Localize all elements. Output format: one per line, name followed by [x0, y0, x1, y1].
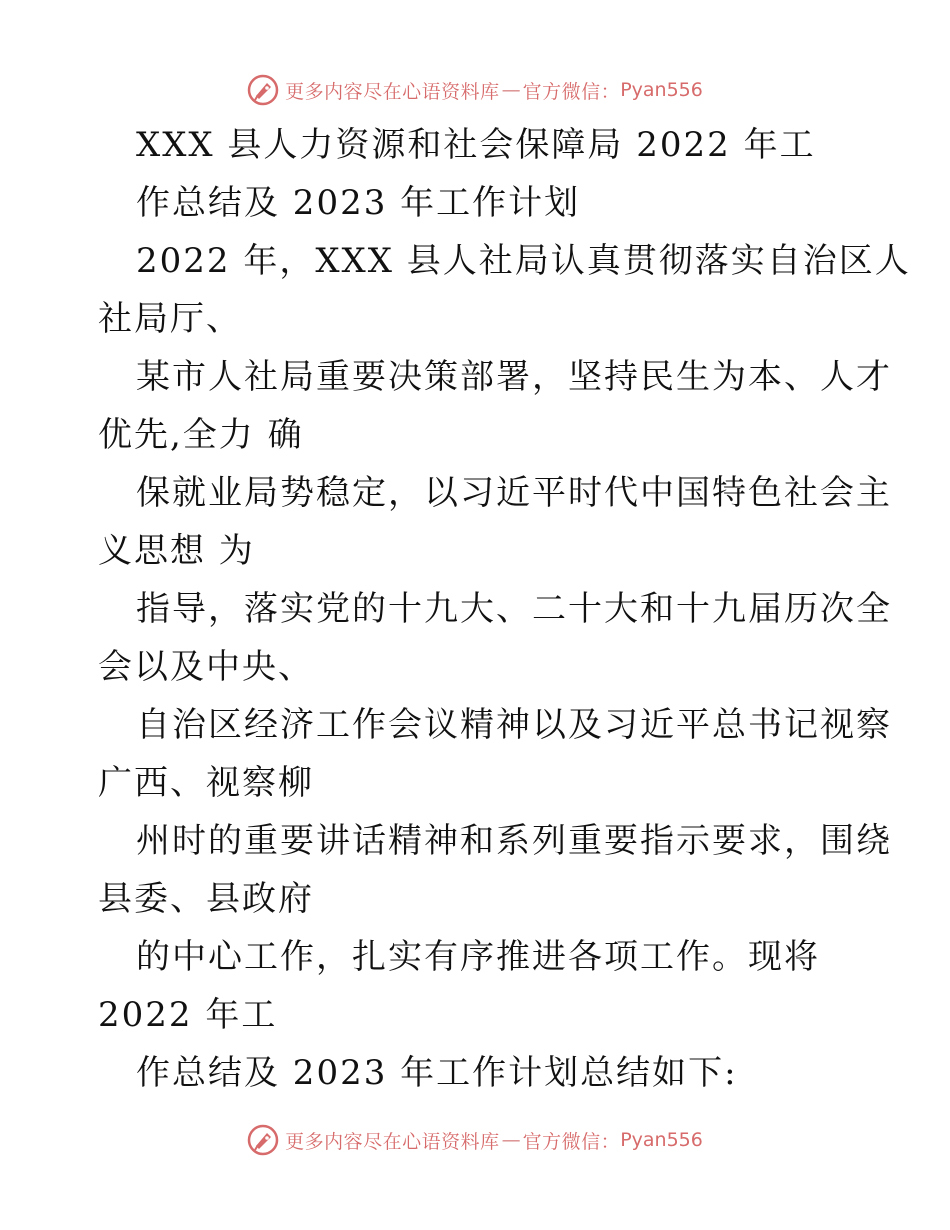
doc-paragraph-line: 作总结及 2023 年工作计划总结如下:	[136, 1053, 738, 1093]
doc-paragraph-line: 社局厅、	[98, 299, 242, 339]
header-watermark	[0, 72, 950, 108]
doc-title-line-1: XXX 县人力资源和社会保障局 2022 年工	[136, 125, 816, 165]
doc-paragraph-line: 州时的重要讲话精神和系列重要指示要求，围绕	[136, 821, 892, 861]
doc-title-line-2: 作总结及 2023 年工作计划	[136, 183, 581, 223]
doc-paragraph-line: 会以及中央、	[98, 647, 314, 687]
doc-paragraph-line: 指导，落实党的十九大、二十大和十九届历次全	[136, 589, 892, 629]
doc-paragraph-line: 县委、县政府	[98, 879, 314, 919]
watermark-text: 更多内容尽在心语资料库	[285, 80, 500, 103]
doc-paragraph-line: 义思想 为	[98, 531, 255, 571]
doc-paragraph-line: 自治区经济工作会议精神以及习近平总书记视察	[136, 705, 892, 745]
doc-paragraph-line: 广西、视察柳	[98, 763, 314, 803]
doc-paragraph-line: 的中心工作，扎实有序推进各项工作。现将	[136, 937, 820, 977]
watermark-dash: —	[501, 79, 521, 101]
doc-paragraph-line: 保就业局势稳定，以习近平时代中国特色社会主	[136, 473, 892, 513]
doc-paragraph-line: 某市人社局重要决策部署，坚持民生为本、人才	[136, 357, 892, 397]
watermark-text: 更多内容尽在心语资料库	[285, 1130, 500, 1153]
watermark-dash: —	[501, 1129, 521, 1151]
pen-nib-logo-icon	[247, 74, 279, 106]
watermark-suffix: 官方微信：	[522, 1130, 621, 1153]
document-body	[98, 116, 911, 1102]
watermark-wechat-id: Pyan556	[620, 79, 703, 101]
watermark-suffix: 官方微信：	[522, 80, 621, 103]
doc-paragraph-line: 2022 年工	[98, 995, 278, 1035]
doc-paragraph-line: 2022 年，XXX 县人社局认真贯彻落实自治区人	[136, 241, 911, 281]
pen-nib-logo-icon	[247, 1124, 279, 1156]
watermark-wechat-id: Pyan556	[620, 1129, 703, 1151]
footer-watermark	[0, 1122, 950, 1158]
doc-paragraph-line: 优先,全力 确	[98, 415, 304, 455]
